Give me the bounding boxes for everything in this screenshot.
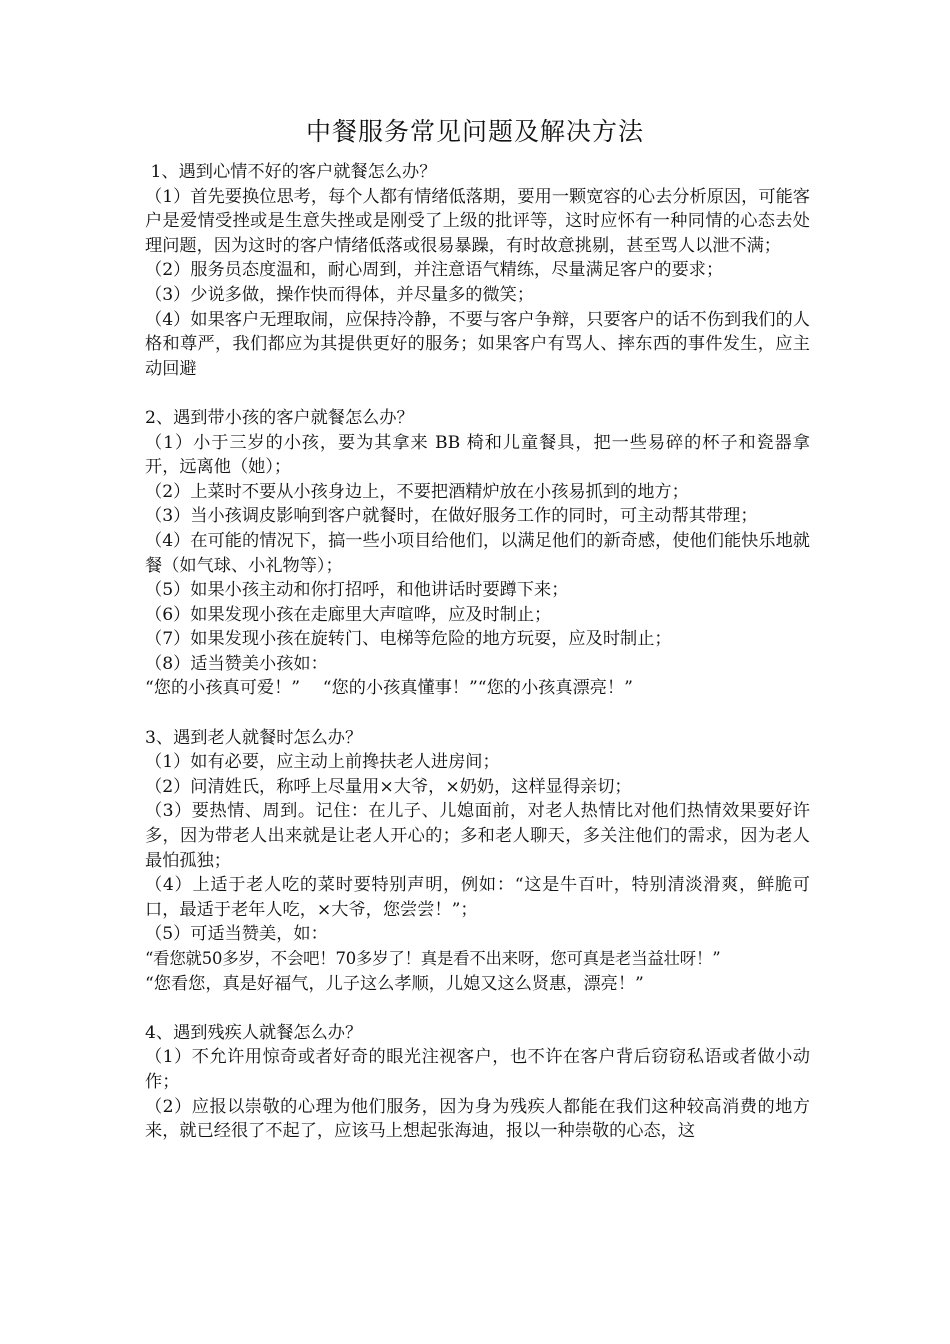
list-item: （4）上适于老人吃的菜时要特别声明，例如：“这是牛百叶，特别清淡滑爽，鲜脆可口，最适于老年人吃，×大爷，您尝尝！”； (145, 875, 810, 920)
list-item: （7）如果发现小孩在旋转门、电梯等危险的地方玩耍，应及时制止； (145, 629, 672, 650)
list-item: （3）当小孩调皮影响到客户就餐时，在做好服务工作的同时，可主动帮其带理； (145, 506, 758, 527)
section-2 (145, 406, 810, 701)
section-heading: 1、遇到心情不好的客户就餐怎么办？ (145, 162, 437, 182)
list-item: （3）少说多做，操作快而得体，并尽量多的微笑； (145, 284, 535, 305)
list-item: （1）不允许用惊奇或者好奇的眼光注视客户，也不许在客户背后窃窃私语或者做小动作； (145, 1047, 810, 1092)
list-item: （3）要热情、周到。记住：在儿子、儿媳面前，对老人热情比对他们热情效果要好许多，因为带老人出来就是让老人开心的；多和老人聊天，多关注他们的需求，因为老人最怕孤独； (145, 801, 810, 871)
section-spacer (145, 381, 810, 406)
section-4 (145, 1021, 810, 1144)
section-heading: 4、遇到残疾人就餐怎么办？ (145, 1022, 363, 1043)
list-item: （2）上菜时不要从小孩身边上，不要把酒精炉放在小孩易抓到的地方； (145, 481, 689, 502)
list-item: （4）如果客户无理取闹，应保持冷静，不要与客户争辩，只要客户的话不伤到我们的人格和尊严，我们都应为其提供更好的服务；如果客户有骂人、摔东西的事件发生，应主动回避 (145, 309, 810, 379)
list-item: （1）如有必要，应主动上前搀扶老人进房间； (145, 752, 500, 773)
section-spacer (145, 996, 810, 1021)
list-item: （1）小于三岁的小孩，要为其拿来 BB 椅和儿童餐具，把一些易碎的杯子和瓷器拿开，远离他（她）； (145, 432, 810, 478)
section-3 (145, 726, 810, 997)
document-title: 中餐服务常见问题及解决方法 (305, 117, 644, 146)
quote-line: “您看您，真是好福气，儿子这么孝顺，儿媳又这么贤惠，漂亮！” (145, 973, 644, 994)
quote-line: “您的小孩真可爱！” “您的小孩真懂事！”“您的小孩真漂亮！” (145, 678, 633, 699)
list-item: （2）应报以崇敬的心理为他们服务，因为身为残疾人都能在我们这种较高消费的地方来，就已经很了不起了，应该马上想起张海迪，报以一种崇敬的心态，这 (145, 1096, 810, 1142)
section-1 (145, 160, 810, 381)
list-item: （2）问清姓氏，称呼上尽量用×大爷，×奶奶，这样显得亲切； (145, 776, 632, 797)
list-item: （5）如果小孩主动和你打招呼，和他讲话时要蹲下来； (145, 580, 569, 601)
list-item: （6）如果发现小孩在走廊里大声喧哗，应及时制止； (145, 604, 552, 625)
quote-line: “看您就50多岁，不会吧！70多岁了！真是看不出来呀，您可真是老当益壮呀！” (145, 949, 721, 968)
section-spacer (145, 701, 810, 726)
list-item: （4）在可能的情况下，搞一些小项目给他们，以满足他们的新奇感，使他们能快乐地就餐（如气球、小礼物等）； (145, 530, 810, 576)
list-item: （2）服务员态度温和，耐心周到，并注意语气精练，尽量满足客户的要求； (145, 260, 724, 281)
list-item: （8）适当赞美小孩如： (145, 653, 328, 674)
list-item: （1）首先要换位思考，每个人都有情绪低落期，要用一颗宽容的心去分析原因，可能客户是爱情受挫或是生意失挫或是刚受了上级的批评等，这时应怀有一种同情的心态去处理问题，因为这时的客户情绪低落或很易暴躁，有时故意挑剔，甚至骂人以泄不满； (145, 186, 810, 256)
list-item: （5）可适当赞美，如： (145, 924, 328, 945)
document-body (145, 160, 810, 1144)
section-heading: 2、遇到带小孩的客户就餐怎么办？ (145, 407, 414, 428)
section-heading: 3、遇到老人就餐时怎么办？ (145, 727, 363, 748)
